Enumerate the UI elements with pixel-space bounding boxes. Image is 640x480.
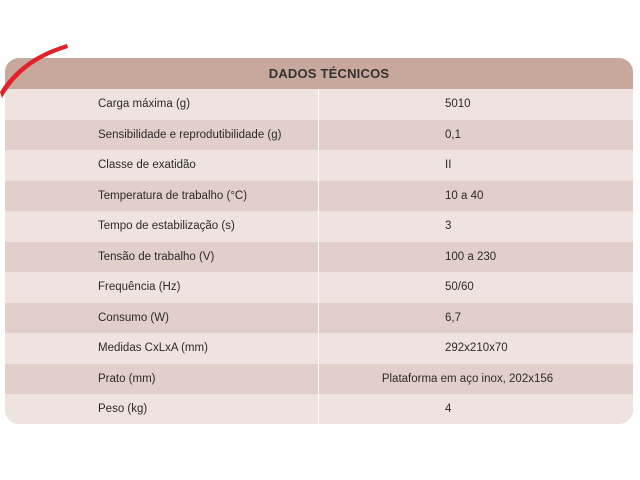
table-row [5,211,633,242]
row-value: 6,7 [445,311,461,324]
row-value: 3 [445,220,452,233]
row-label: Tensão de trabalho (V) [98,250,215,263]
row-value: 0,1 [445,128,461,141]
table-row [5,364,633,395]
row-value: 100 a 230 [445,250,497,263]
table-row [5,89,633,120]
row-value: 10 a 40 [445,189,484,202]
table-row [5,120,633,151]
table-row [5,150,633,181]
red-swoosh-decoration [0,40,80,100]
table-row [5,181,633,212]
row-label: Medidas CxLxA (mm) [98,342,208,355]
row-label: Temperatura de trabalho (°C) [98,189,248,202]
table-body [5,89,633,424]
row-label: Carga máxima (g) [98,98,191,111]
column-divider [318,89,319,424]
table-row [5,303,633,334]
row-label: Tempo de estabilização (s) [98,220,235,233]
row-value: 5010 [445,98,471,111]
row-value: Plataforma em aço inox, 202x156 [381,372,554,385]
row-label: Peso (kg) [98,403,148,416]
table-row [5,394,633,424]
row-value: 50/60 [445,281,474,294]
row-label: Consumo (W) [98,311,169,324]
row-label: Classe de exatidão [98,159,196,172]
row-value: 292x210x70 [445,342,508,355]
row-value: 4 [445,403,452,416]
table-title: DADOS TÉCNICOS [5,58,633,89]
table-row [5,242,633,273]
technical-data-table [5,58,633,424]
row-label: Sensibilidade e reprodutibilidade (g) [98,128,282,141]
row-value: II [445,159,452,172]
table-row [5,272,633,303]
table-row [5,333,633,364]
row-label: Prato (mm) [98,372,156,385]
row-label: Frequência (Hz) [98,281,181,294]
